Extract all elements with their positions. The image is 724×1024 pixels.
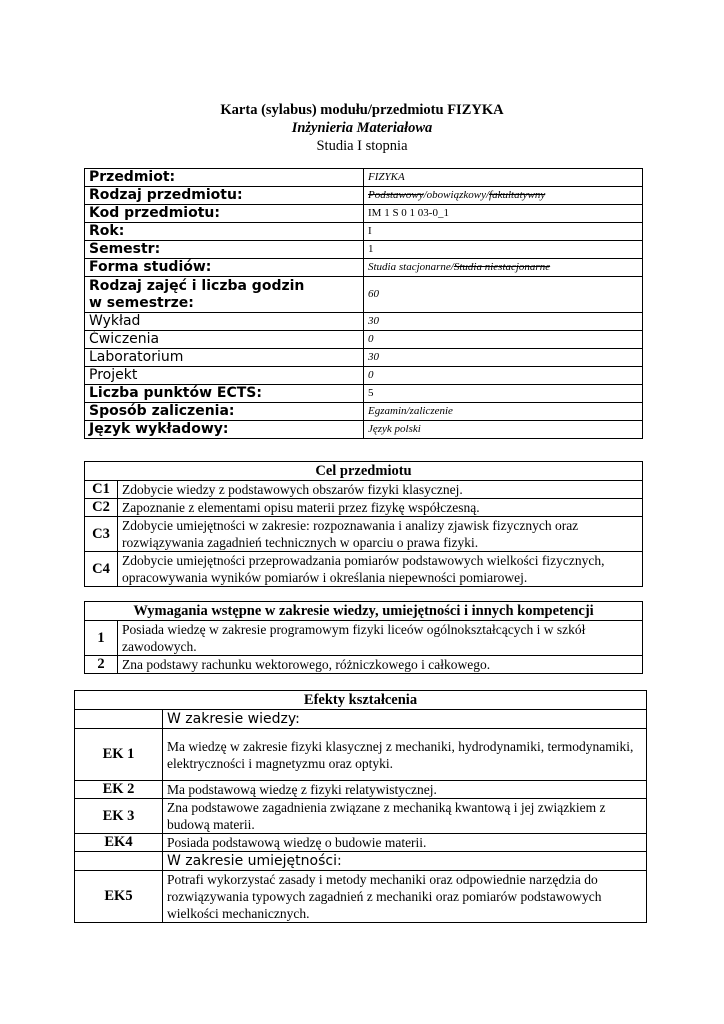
row-text: Zdobycie wiedzy z podstawowych obszarów fizyki klasycznej.	[118, 481, 643, 499]
table-title: Cel przedmiotu	[85, 462, 643, 481]
struck-text: Podstawowy	[368, 189, 424, 201]
info-label: Rodzaj przedmiotu:	[85, 187, 364, 205]
info-row-laboratorium	[85, 349, 643, 367]
row-text: Potrafi wykorzystać zasady i metody mechaniki oraz odpowiednie narzędzia do rozwiązywania typowych zagadnień z mechaniki oraz pomiarów podstawowych wielkości mechanicznych.	[163, 871, 647, 923]
info-row-godziny	[85, 277, 643, 313]
struck-text: Studia niestacjonarne	[453, 261, 551, 273]
document-title: Karta (sylabus) modułu/przedmiotu FIZYKA	[220, 102, 504, 118]
table-header-row	[85, 462, 643, 481]
section-label: W zakresie wiedzy:	[163, 710, 647, 729]
row-code: EK4	[75, 834, 163, 852]
info-value: 60	[364, 277, 643, 313]
table-row	[85, 621, 643, 656]
info-label: Semestr:	[85, 241, 364, 259]
info-label: Liczba punktów ECTS:	[85, 385, 364, 403]
table-row	[75, 834, 647, 852]
info-value: 30	[364, 313, 643, 331]
row-code: EK 3	[75, 799, 163, 834]
info-label: Język wykładowy:	[85, 421, 364, 439]
info-row-kod	[85, 205, 643, 223]
table-row	[75, 871, 647, 923]
table-title: Efekty kształcenia	[75, 691, 647, 710]
row-text: Zna podstawy rachunku wektorowego, różniczkowego i całkowego.	[118, 656, 643, 674]
info-label: Ćwiczenia	[85, 331, 364, 349]
info-label: Sposób zaliczenia:	[85, 403, 364, 421]
info-row-zaliczenie	[85, 403, 643, 421]
info-value: Język polski	[364, 421, 643, 439]
info-row-wyklad	[85, 313, 643, 331]
row-code: 2	[85, 656, 118, 674]
info-row-przedmiot	[85, 169, 643, 187]
info-value: 0	[364, 331, 643, 349]
row-text: Zapoznanie z elementami opisu materii przez fizykę współczesną.	[118, 499, 643, 517]
info-label: Rok:	[85, 223, 364, 241]
info-row-rok	[85, 223, 643, 241]
table-row	[75, 799, 647, 834]
info-value: 1	[364, 241, 643, 259]
value-text: Studia stacjonarne/	[368, 261, 454, 273]
document-subtitle-field: Inżynieria Materiałowa	[291, 120, 433, 136]
table-row	[85, 499, 643, 517]
section-label: W zakresie umiejętności:	[163, 852, 647, 871]
label-line: w semestrze:	[89, 294, 194, 311]
table-row	[85, 481, 643, 499]
info-value: I	[364, 223, 643, 241]
row-text: Zdobycie umiejętności w zakresie: rozpoznawania i analizy zjawisk fizycznych oraz rozwiązywania zagadnień technicznych w oparciu o prawa fizyki.	[118, 517, 643, 552]
info-value: Egzamin/zaliczenie	[364, 403, 643, 421]
row-text: Posiada wiedzę w zakresie programowym fizyki liceów ogólnokształcących i w szkół zawodowych.	[118, 621, 643, 656]
info-label	[85, 277, 364, 313]
info-label: Projekt	[85, 367, 364, 385]
row-code: C4	[85, 552, 118, 587]
info-value: IM 1 S 0 1 03-0_1	[364, 205, 643, 223]
info-value: 30	[364, 349, 643, 367]
struck-text: fakultatywny	[489, 189, 546, 201]
document-subtitle-level: Studia I stopnia	[316, 138, 408, 154]
table-row	[85, 552, 643, 587]
empty-cell	[75, 852, 163, 871]
info-label: Laboratorium	[85, 349, 364, 367]
info-row-ects	[85, 385, 643, 403]
section-row-wiedza	[75, 710, 647, 729]
info-row-rodzaj	[85, 187, 643, 205]
info-row-forma	[85, 259, 643, 277]
empty-cell	[75, 710, 163, 729]
table-row	[75, 781, 647, 799]
table-row	[75, 729, 647, 781]
value-text: /obowiązkowy/	[423, 189, 490, 201]
row-code: EK5	[75, 871, 163, 923]
info-value	[364, 259, 643, 277]
info-label: Kod przedmiotu:	[85, 205, 364, 223]
info-row-projekt	[85, 367, 643, 385]
table-header-row	[75, 691, 647, 710]
info-label: Przedmiot:	[85, 169, 364, 187]
info-value	[364, 187, 643, 205]
prerequisites-table	[84, 601, 643, 674]
info-row-semestr	[85, 241, 643, 259]
info-label: Forma studiów:	[85, 259, 364, 277]
course-goals-table	[84, 461, 643, 587]
row-code: C3	[85, 517, 118, 552]
table-header-row	[85, 602, 643, 621]
row-text: Zdobycie umiejętności przeprowadzania pomiarów podstawowych wielkości fizycznych, opracowywania wyników pomiarów i określania niepewności pomiarowej.	[118, 552, 643, 587]
info-value: 0	[364, 367, 643, 385]
row-text: Ma wiedzę w zakresie fizyki klasycznej z mechaniki, hydrodynamiki, termodynamiki, elektryczności i magnetyzmu oraz optyki.	[163, 729, 647, 781]
label-line: Rodzaj zajęć i liczba godzin	[89, 277, 305, 294]
learning-outcomes-table	[74, 690, 647, 923]
row-code: C2	[85, 499, 118, 517]
row-code: EK 1	[75, 729, 163, 781]
row-text: Ma podstawową wiedzę z fizyki relatywistycznej.	[163, 781, 647, 799]
row-code: 1	[85, 621, 118, 656]
table-row	[85, 517, 643, 552]
section-row-umiejetnosci	[75, 852, 647, 871]
info-row-jezyk	[85, 421, 643, 439]
info-value: FIZYKA	[364, 169, 643, 187]
row-code: EK 2	[75, 781, 163, 799]
info-label: Wykład	[85, 313, 364, 331]
info-value: 5	[364, 385, 643, 403]
info-row-cwiczenia	[85, 331, 643, 349]
row-text: Posiada podstawową wiedzę o budowie materii.	[163, 834, 647, 852]
course-info-table	[84, 168, 643, 439]
table-title: Wymagania wstępne w zakresie wiedzy, umiejętności i innych kompetencji	[85, 602, 643, 621]
table-row	[85, 656, 643, 674]
row-text: Zna podstawowe zagadnienia związane z mechaniką kwantową i jej związkiem z budową materii.	[163, 799, 647, 834]
row-code: C1	[85, 481, 118, 499]
